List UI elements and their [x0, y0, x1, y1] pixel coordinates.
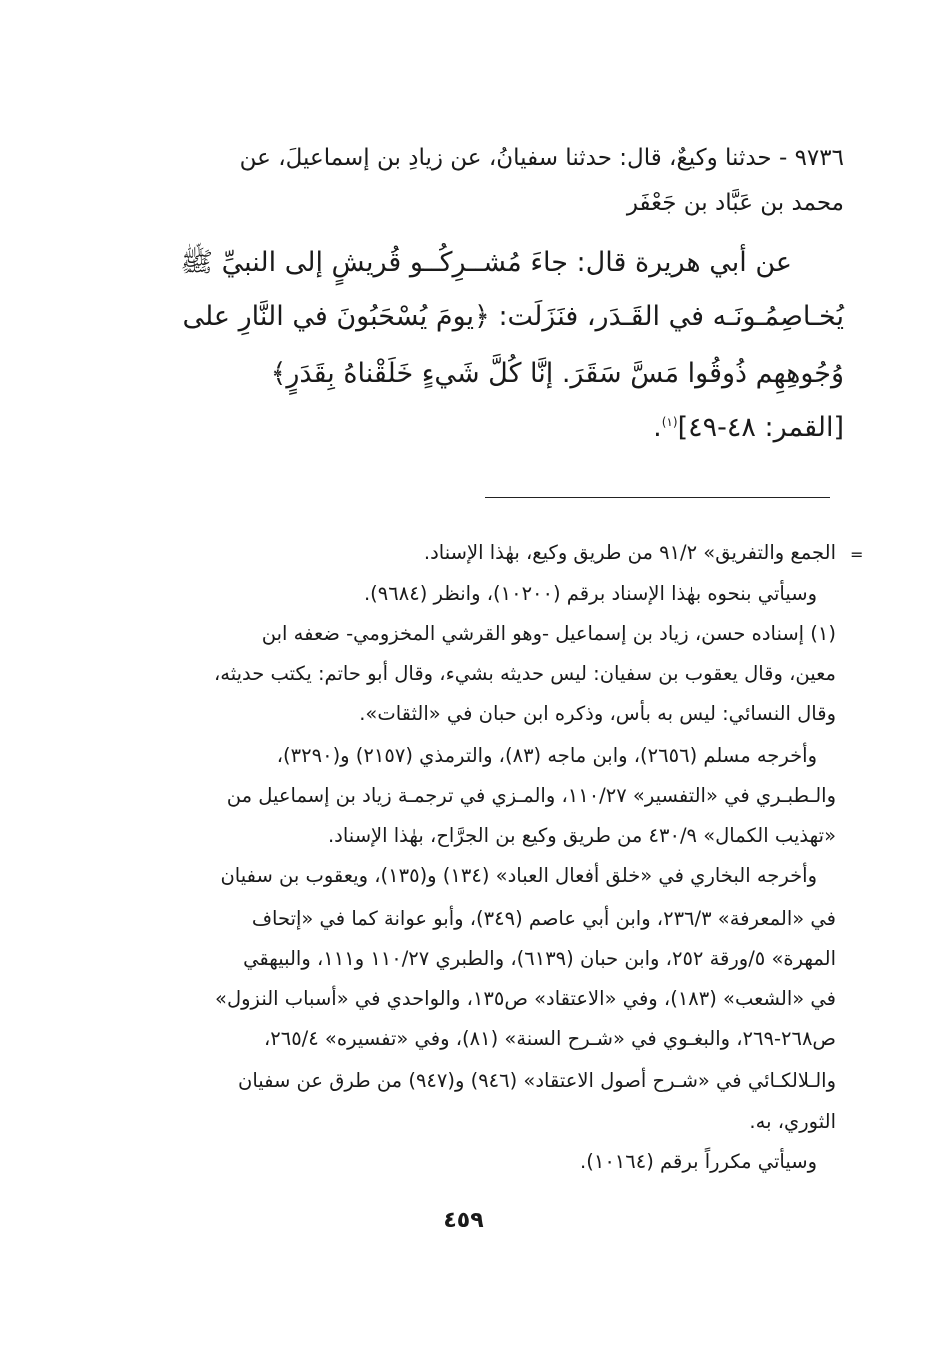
matn-line: يُخـاصِمُـونَـه في القَـدَر، فنَزَلَت: ﴿يومَ يُسْحَبُونَ في النَّارِ على	[182, 301, 844, 332]
footnote-line: في «المعرفة» ٢٣٦/٣، وابن أبي عاصم (٣٤٩)، وأبو عوانة كما في «إتحاف	[251, 907, 836, 930]
footnote-line: الجمع والتفريق» ٩١/٢ من طريق وكيع، بهٰذا الإسناد.	[423, 541, 836, 564]
footnote-line: المهرة» ٥/ورقة ٢٥٢، وابن حبان (٦١٣٩)، والطبري ١١٠/٢٧ و١١١، والبيهقي	[243, 947, 836, 970]
page-number: ٤٥٩	[443, 1208, 484, 1233]
end-mark: .	[653, 412, 662, 443]
isnad-line: ٩٧٣٦ - حدثنا وكيعٌ، قال: حدثنا سفيانُ، عن زيادِ بن إسماعيلَ، عن	[239, 145, 844, 171]
footnote-divider	[485, 497, 830, 498]
footnote-line: وقال النسائي: ليس به بأس، وذكره ابن حبان في «الثقات».	[359, 702, 836, 725]
matn-line: عن أبي هريرة قال: جاءَ مُشــرِكُــو قُريشٍ إلى النبيِّ ﷺ	[180, 247, 792, 278]
footnote-line: (١) إسناده حسن، زياد بن إسماعيل -وهو القرشي المخزومي- ضعفه ابن	[261, 622, 836, 645]
footnote-line: الثوري، به.	[749, 1110, 836, 1133]
continuation-mark: =	[850, 545, 864, 564]
surah-reference: [القمر: ٤٨-٤٩]	[677, 412, 844, 443]
isnad-line: محمد بن عَبَّاد بن جَعْفَر	[626, 190, 844, 216]
footnote-line: وسيأتي مكرراً برقم (١٠١٦٤).	[580, 1150, 817, 1173]
matn-line	[653, 408, 844, 452]
footnote-line: والـطبـري في «التفسير» ١١٠/٢٧، والمـزي في ترجمـة زياد بن إسماعيل من	[226, 784, 836, 807]
footnote-line: وأخرجه مسلم (٢٦٥٦)، وابن ماجه (٨٣)، والترمذي (٢١٥٧) و(٣٢٩٠)،	[276, 744, 817, 767]
footnote-line: «تهذيب الكمال» ٤٣٠/٩ من طريق وكيع بن الجرَّاح، بهٰذا الإسناد.	[327, 824, 836, 847]
footnote-line: معين، وقال يعقوب بن سفيان: ليس حديثه بشيء، وقال أبو حاتم: يكتب حديثه،	[213, 662, 836, 685]
footnote-line: وأخرجه البخاري في «خلق أفعال العباد» (١٣٤) و(١٣٥)، ويعقوب بن سفيان	[220, 864, 817, 887]
footnote-line: في «الشعب» (١٨٣)، وفي «الاعتقاد» ص١٣٥، والواحدي في «أسباب النزول»	[215, 987, 836, 1010]
matn-line: وُجُوهِهِم ذُوقُوا مَسَّ سَقَرَ. إنَّا كُلَّ شَيءٍ خَلَقْناهُ بِقَدَرٍ﴾	[270, 358, 844, 389]
footnote-line: والـلالكـائي في «شـرح أصول الاعتقاد» (٩٤٦) و(٩٤٧) من طرق عن سفيان	[238, 1069, 836, 1092]
footnote-marker: (١)	[661, 415, 678, 429]
footnote-line: وسيأتي بنحوه بهٰذا الإسناد برقم (١٠٢٠٠)، وانظر (٩٦٨٤).	[363, 582, 817, 605]
footnote-line: ص٢٦٨-٢٦٩، والبغـوي في «شـرح السنة» (٨١)، وفي «تفسيره» ٢٦٥/٤،	[263, 1027, 836, 1050]
